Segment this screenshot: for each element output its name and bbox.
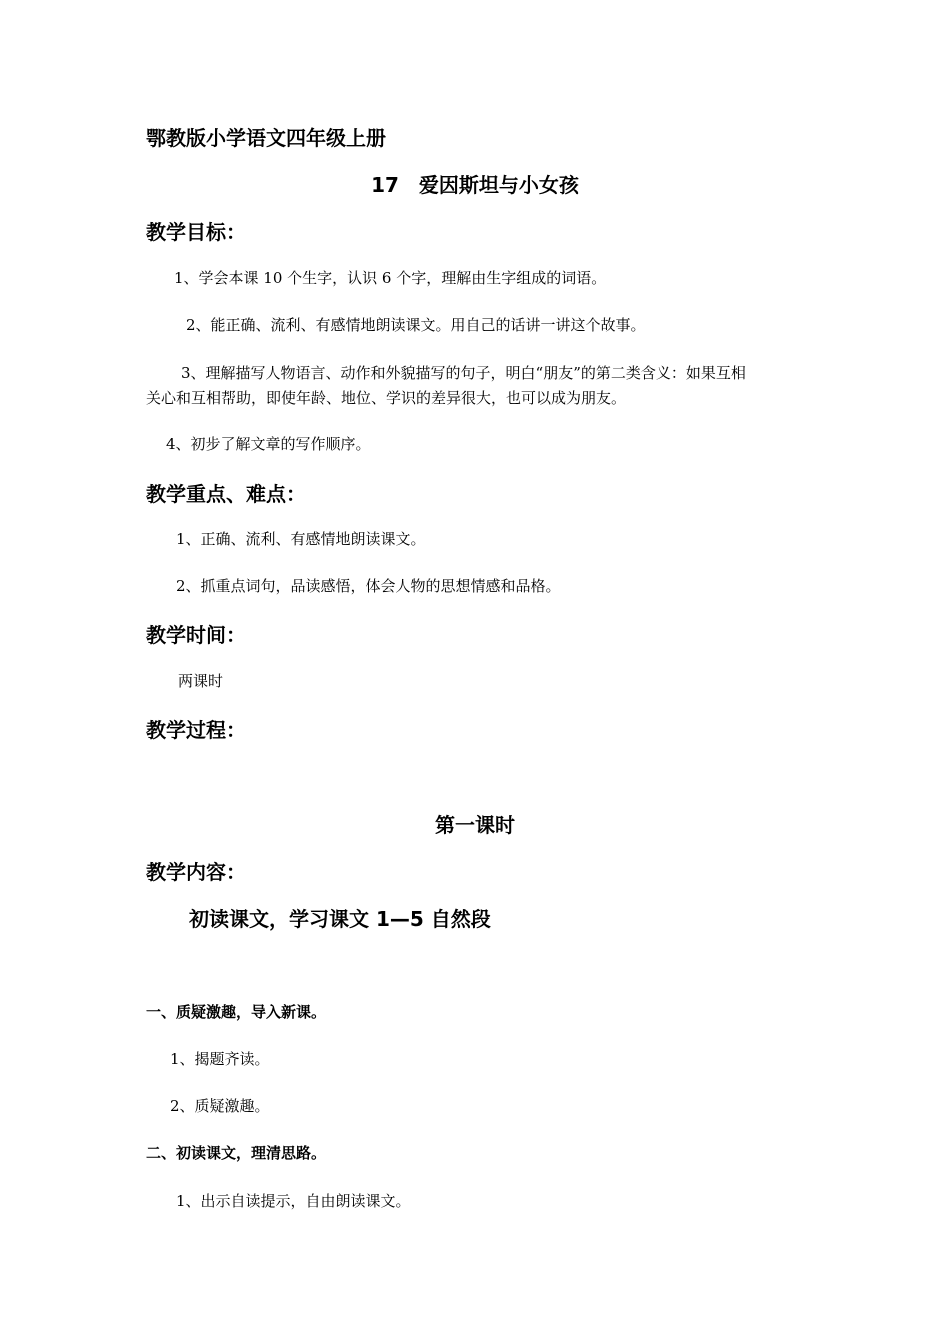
- document-header: 鄂教版小学语文四年级上册: [146, 126, 386, 150]
- time-heading: 教学时间：: [146, 623, 246, 647]
- section-1-item-2: 2、质疑激趣。: [170, 1097, 270, 1115]
- lesson-title: 17 爱因斯坦与小女孩: [371, 173, 579, 197]
- time-value: 两课时: [178, 672, 224, 690]
- first-period-title: 第一课时: [435, 813, 515, 837]
- key-point-item-2: 2、抓重点词句，品读感悟，体会人物的思想情感和品格。: [176, 577, 561, 595]
- objective-item-3: 3、理解描写人物语言、动作和外貌描写的句子，明白“朋友”的第二类含义：如果互相: [181, 364, 746, 382]
- objective-item-4: 4、初步了解文章的写作顺序。: [166, 435, 371, 453]
- content-text: 初读课文，学习课文 1—5 自然段: [189, 907, 491, 931]
- section-1-item-1: 1、揭题齐读。: [170, 1050, 270, 1068]
- section-2-heading: 二、初读课文，理清思路。: [146, 1144, 327, 1162]
- section-2-item-1: 1、出示自读提示，自由朗读课文。: [176, 1192, 411, 1210]
- section-1-heading: 一、质疑激趣，导入新课。: [146, 1003, 327, 1021]
- objectives-heading: 教学目标：: [146, 220, 246, 244]
- content-heading: 教学内容：: [146, 860, 246, 884]
- objective-item-1: 1、学会本课 10 个生字，认识 6 个字，理解由生字组成的词语。: [174, 269, 607, 287]
- key-point-item-1: 1、正确、流利、有感情地朗读课文。: [176, 530, 426, 548]
- process-heading: 教学过程：: [146, 718, 246, 742]
- objective-item-3-continued: 关心和互相帮助，即使年龄、地位、学识的差异很大，也可以成为朋友。: [146, 389, 627, 407]
- key-points-heading: 教学重点、难点：: [146, 482, 306, 506]
- objective-item-2: 2、能正确、流利、有感情地朗读课文。用自己的话讲一讲这个故事。: [186, 316, 646, 334]
